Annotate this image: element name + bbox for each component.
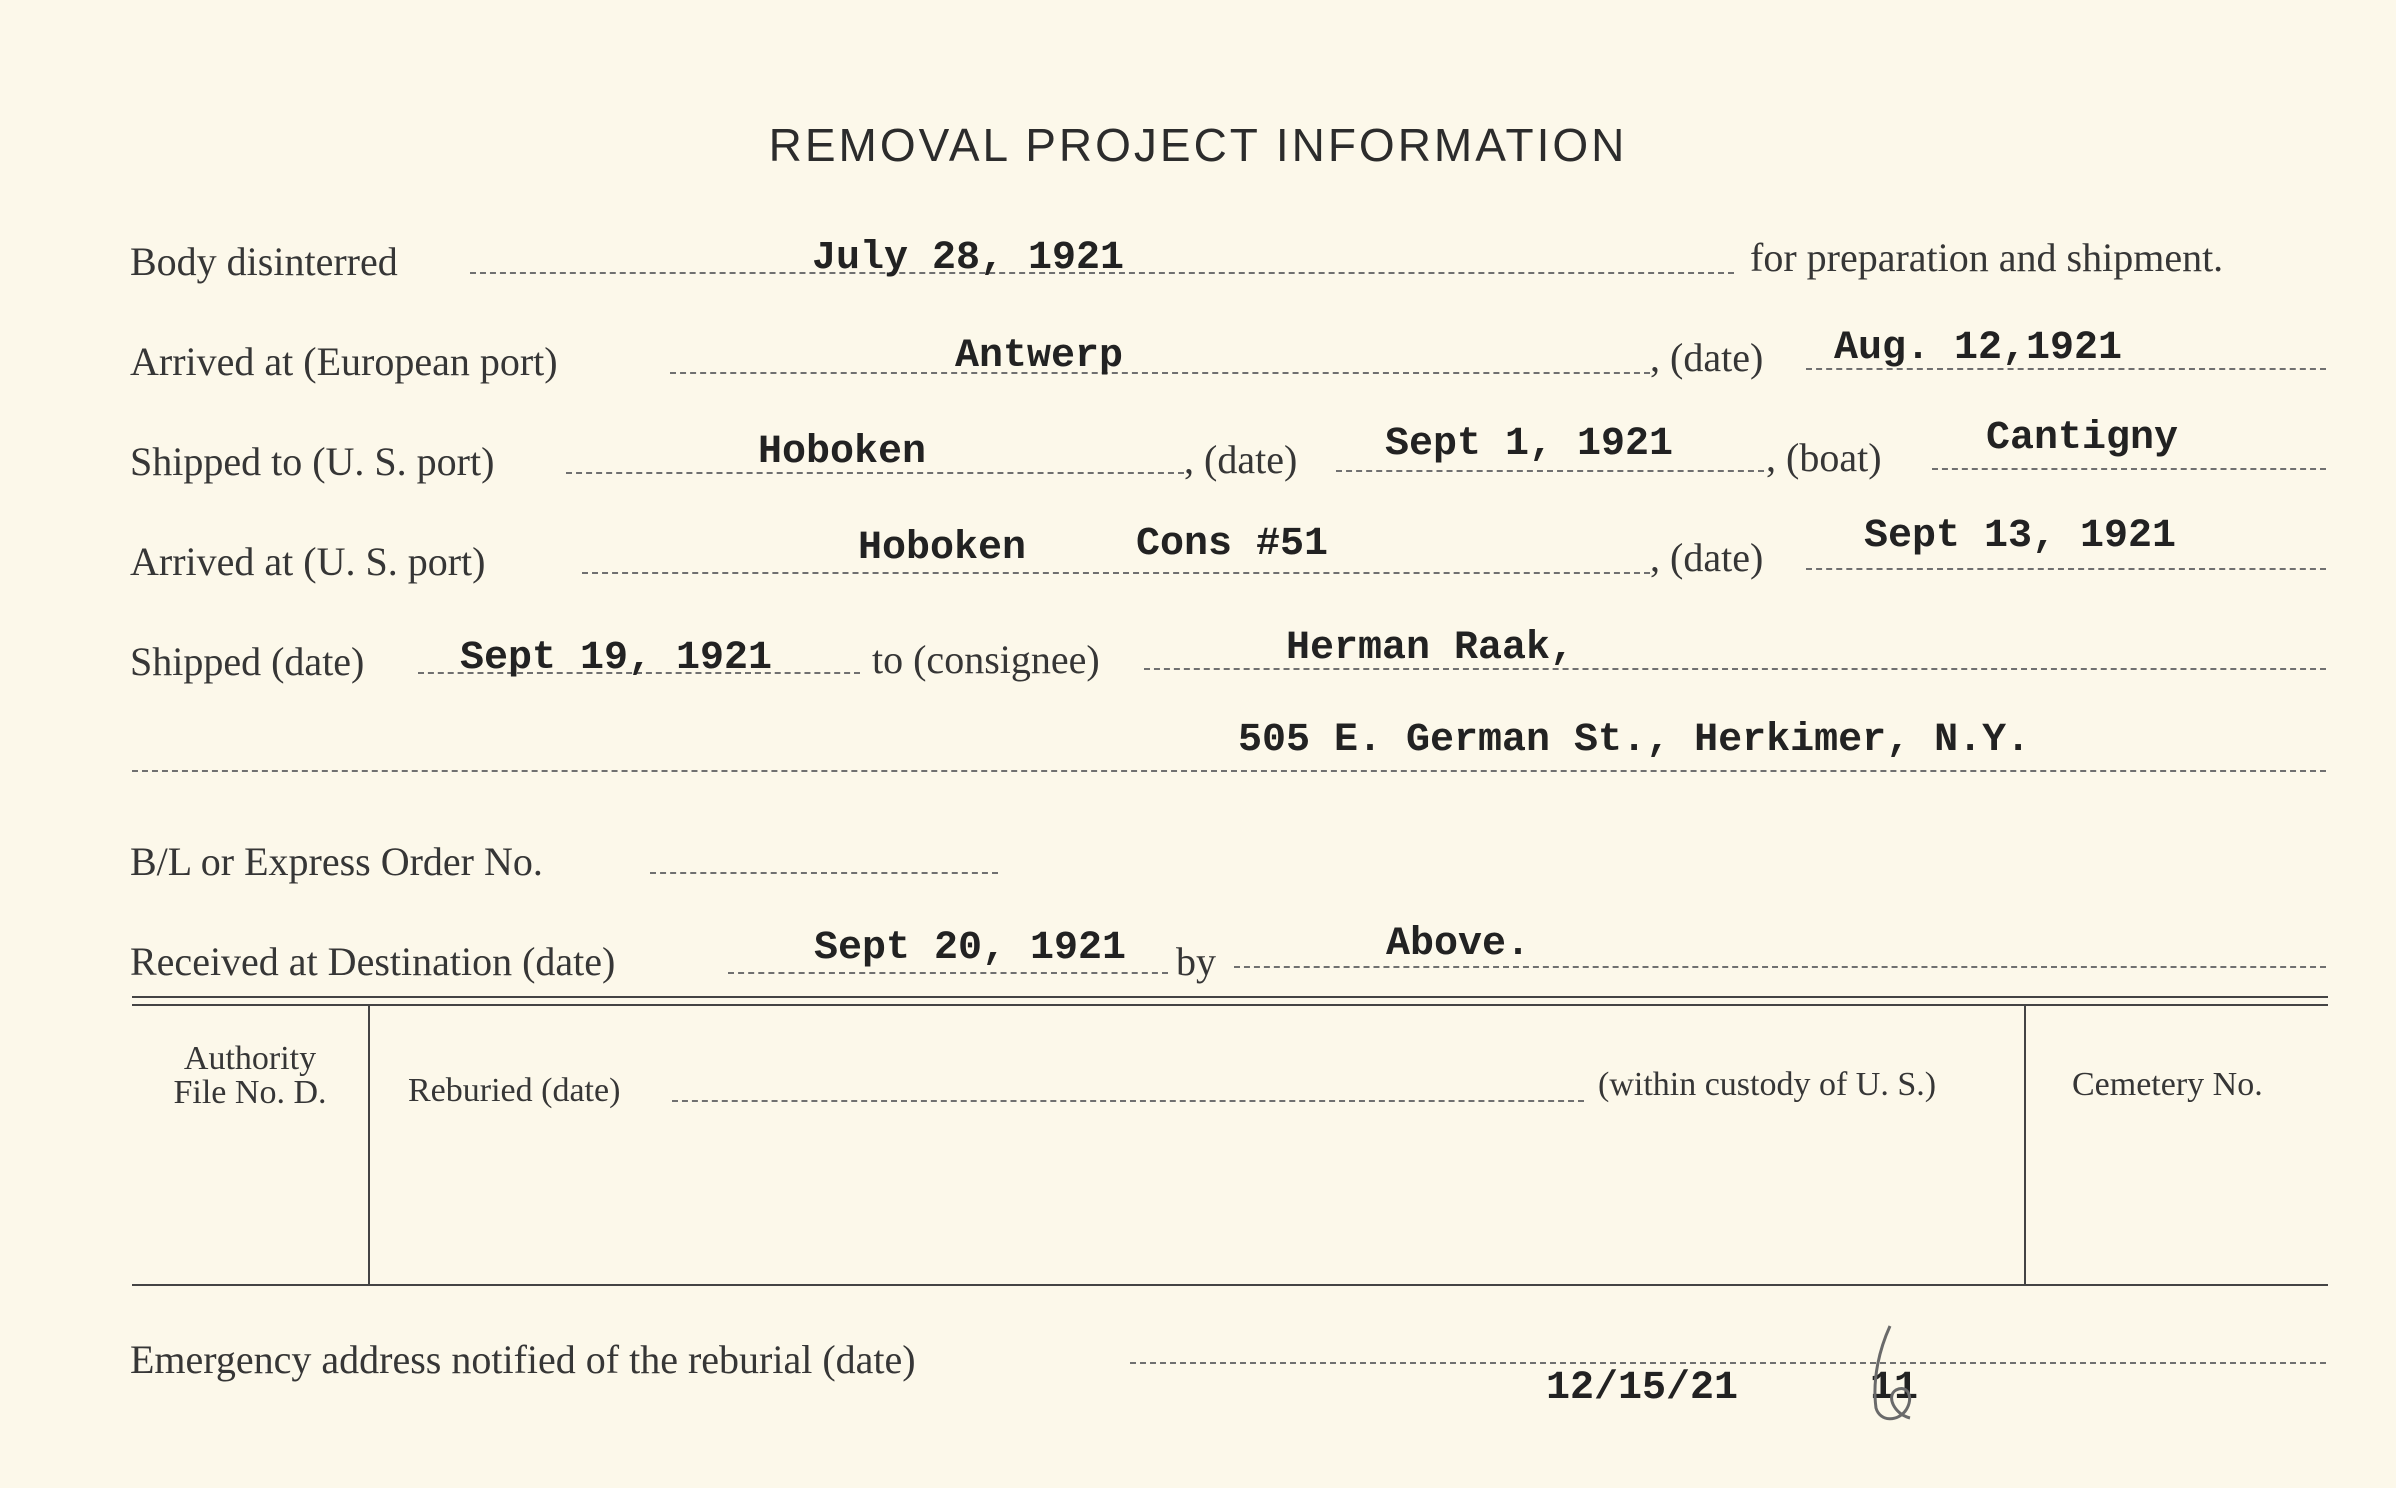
consignee-name: Herman Raak, — [1286, 626, 1575, 671]
handwritten-mark-icon — [1850, 1318, 1930, 1428]
emergency-line — [1130, 1362, 2326, 1364]
received-date-line — [728, 972, 1168, 974]
box-top-rule-1 — [132, 996, 2328, 998]
consignee-label: to (consignee) — [872, 637, 1100, 682]
shipped-us-boat: Cantigny — [1986, 416, 2179, 461]
shipped-us-boat-label: , (boat) — [1766, 435, 1882, 480]
custody-label: (within custody of U. S.) — [1598, 1066, 1937, 1103]
arrived-us-date-line — [1806, 568, 2326, 570]
arrived-us-consignment: Cons #51 — [1136, 522, 1329, 567]
disinterred-date: July 28, 1921 — [812, 236, 1125, 281]
box-divider-right — [2024, 1006, 2026, 1284]
reburied-label: Reburied (date) — [408, 1072, 621, 1109]
shipped-us-port: Hoboken — [758, 430, 927, 475]
received-label: Received at Destination (date) — [130, 939, 616, 984]
bl-line — [650, 872, 998, 874]
bl-label: B/L or Express Order No. — [130, 839, 543, 884]
box-top-rule-2 — [132, 1004, 2328, 1006]
arrived-us-port: Hoboken — [858, 526, 1027, 571]
shipped-us-boat-line — [1932, 468, 2326, 470]
emergency-initials: 11 — [1870, 1366, 1919, 1411]
arrived-eu-port: Antwerp — [955, 334, 1124, 379]
arrived-us-date: Sept 13, 1921 — [1864, 514, 2177, 559]
arrived-eu-date-label: , (date) — [1650, 335, 1764, 380]
card-title: REMOVAL PROJECT INFORMATION — [768, 119, 1628, 171]
shipped-us-label: Shipped to (U. S. port) — [130, 439, 495, 484]
arrived-eu-date: Aug. 12,1921 — [1834, 326, 2123, 371]
received-by: Above. — [1386, 922, 1531, 967]
authority-label-line2: File No. D. — [173, 1074, 327, 1111]
received-date: Sept 20, 1921 — [814, 926, 1127, 971]
authority-label-line1: Authority — [183, 1040, 317, 1077]
cemetery-label: Cemetery No. — [2072, 1066, 2263, 1103]
reburied-line — [672, 1100, 1584, 1102]
disinterred-label: Body disinterred — [130, 239, 398, 284]
arrived-us-label: Arrived at (U. S. port) — [130, 539, 486, 584]
arrived-us-date-label: , (date) — [1650, 535, 1764, 580]
shipped-label: Shipped (date) — [130, 639, 365, 684]
emergency-label: Emergency address notified of the reburial (date) — [130, 1337, 916, 1382]
arrived-us-line — [582, 572, 1650, 574]
shipped-us-date: Sept 1, 1921 — [1385, 422, 1674, 467]
box-bottom-rule — [132, 1284, 2328, 1286]
disinterred-suffix: for preparation and shipment. — [1750, 235, 2224, 280]
consignee-address: 505 E. German St., Herkimer, N.Y. — [1238, 718, 2031, 763]
shipped-date: Sept 19, 1921 — [460, 636, 773, 681]
shipped-us-date-label: , (date) — [1184, 437, 1298, 482]
address-line — [132, 770, 2326, 772]
box-divider-left — [368, 1006, 370, 1284]
arrived-eu-line — [670, 372, 1650, 374]
emergency-date: 12/15/21 — [1546, 1366, 1739, 1411]
received-by-label: by — [1176, 939, 1216, 984]
shipped-us-date-line — [1336, 470, 1764, 472]
arrived-eu-label: Arrived at (European port) — [130, 339, 558, 384]
